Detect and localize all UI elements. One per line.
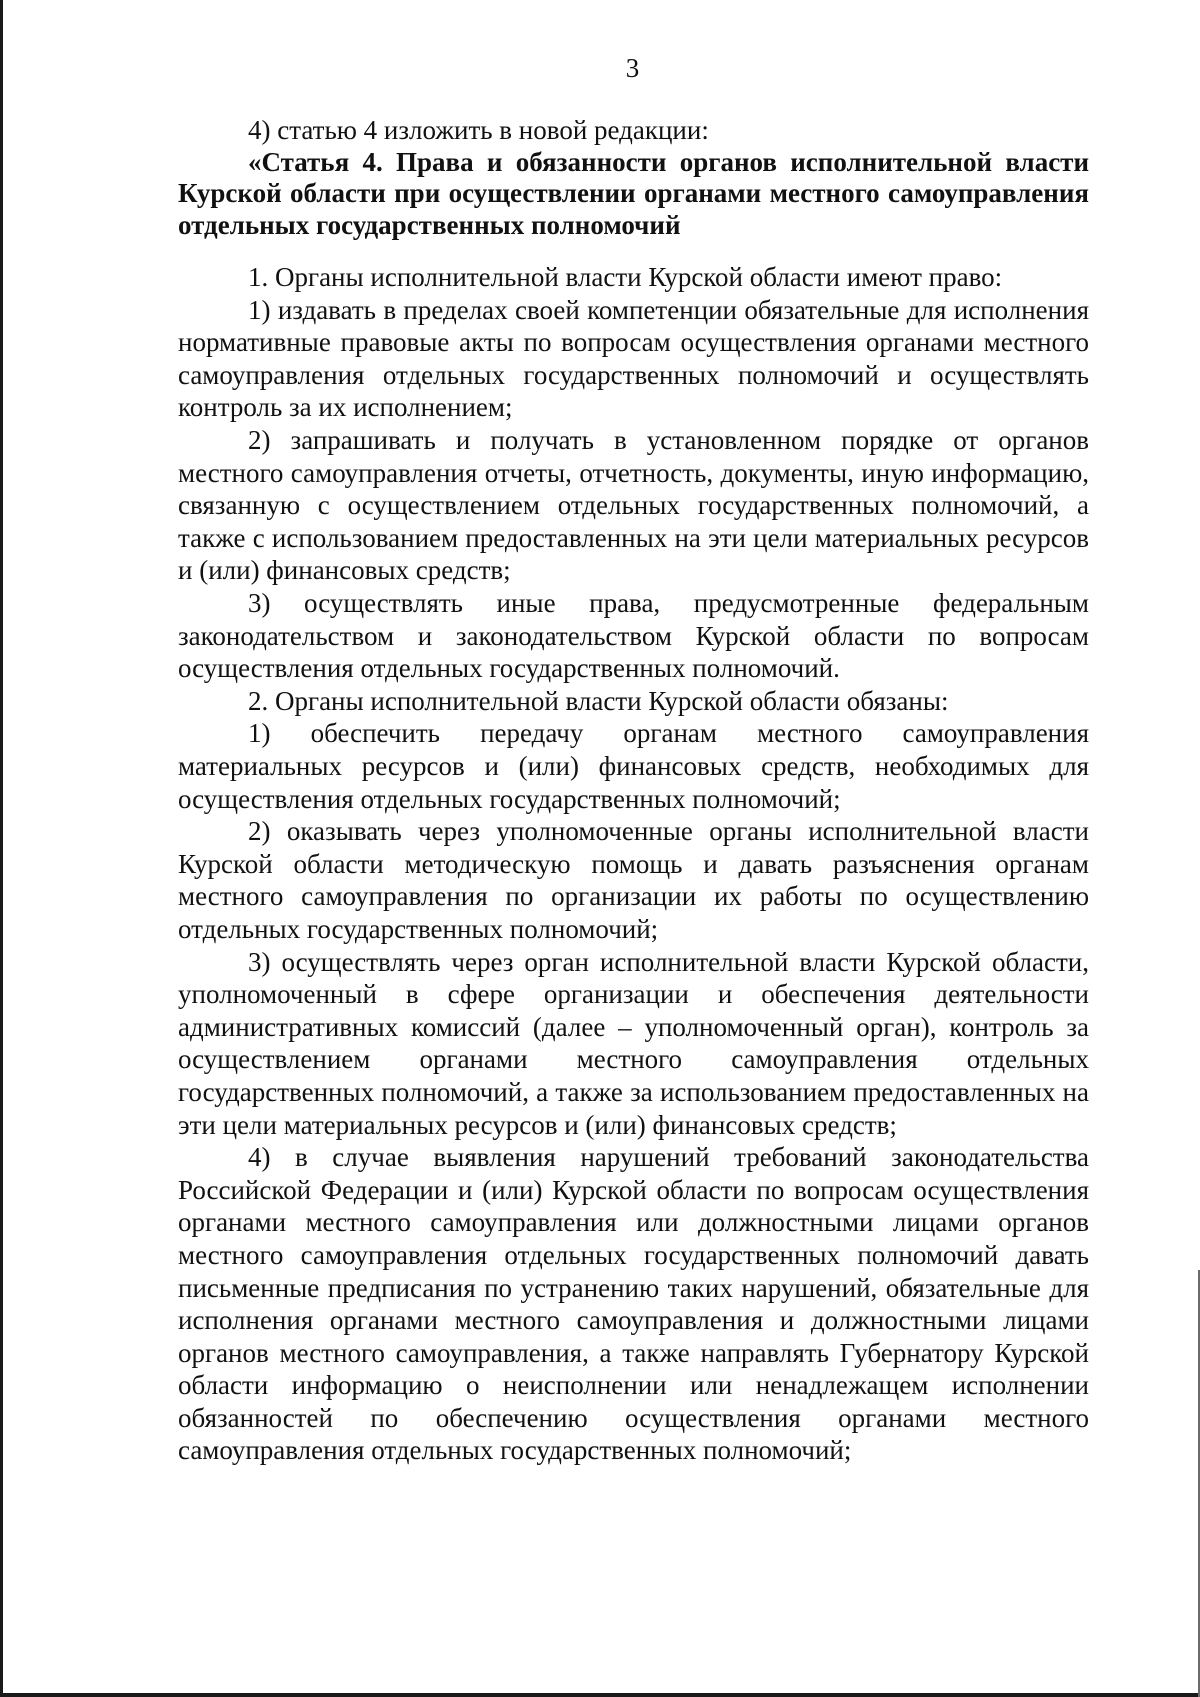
part-1-lead: 1. Органы исполнительной власти Курской области имеют право: — [248, 262, 1003, 293]
scan-edge-bottom — [0, 1693, 1200, 1697]
part-2-item-2: 2) оказывать через уполномоченные органы исполнительной власти Курской области методическую помощь и давать разъяснения органам местного самоуправления по организации их работы по осуществлению отдельных государственных полномочий; — [178, 816, 1089, 944]
part-2-lead: 2. Органы исполнительной власти Курской области обязаны: — [248, 685, 949, 716]
scan-edge-left — [0, 0, 3, 1697]
amendment-intro: 4) статью 4 изложить в новой редакции: — [248, 115, 709, 145]
page-number: 3 — [625, 53, 640, 83]
document-body — [178, 114, 1089, 1467]
part-2-item-3: 3) осуществлять через орган исполнительной власти Курской области, уполномоченный в сфере организации и обеспечения деятельности административных комиссий (далее – уполномоченный орган), контроль за осуществлением органами местного самоуправления отдельных государственных полномочий, а также за использованием предоставленных на эти цели материальных ресурсов и (или) финансовых средств; — [178, 946, 1089, 1140]
part-2-item-1: 1) обеспечить передачу органам местного самоуправления материальных ресурсов и (или) финансовых средств, необходимых для осуществления отдельных государственных полномочий; — [178, 718, 1089, 814]
part-1-item-1: 1) издавать в пределах своей компетенции обязательные для исполнения нормативные правовые акты по вопросам осуществления органами местного самоуправления отдельных государственных полномочий и осуществлять контроль за их исполнением; — [178, 294, 1089, 423]
part-2-item-4: 4) в случае выявления нарушений требований законодательства Российской Федерации и (или) Курской области по вопросам осуществления органами местного самоуправления или должностными лицами органов местного самоуправления отдельных государственных полномочий давать письменные предписания по устранению таких нарушений, обязательные для исполнения органами местного самоуправления и должностными лицами органов местного самоуправления, а также направлять Губернатору Курской области информацию о неисполнении или ненадлежащем исполнении обязанностей по обеспечению осуществления органами местного самоуправления отдельных государственных полномочий; — [178, 1142, 1089, 1466]
part-1-item-3: 3) осуществлять иные права, предусмотренные федеральным законодательством и законодательством Курской области по вопросам осуществления отдельных государственных полномочий. — [178, 588, 1089, 684]
part-1-item-2: 2) запрашивать и получать в установленном порядке от органов местного самоуправления отчеты, отчетность, документы, иную информацию, связанную с осуществлением отдельных государственных полномочий, а также с использованием предоставленных на эти цели материальных ресурсов и (или) финансовых средств; — [178, 425, 1089, 586]
article-heading: «Статья 4. Права и обязанности органов исполнительной власти Курской области при осуществлении органами местного самоуправления отдельных государственных полномочий — [178, 146, 1089, 240]
